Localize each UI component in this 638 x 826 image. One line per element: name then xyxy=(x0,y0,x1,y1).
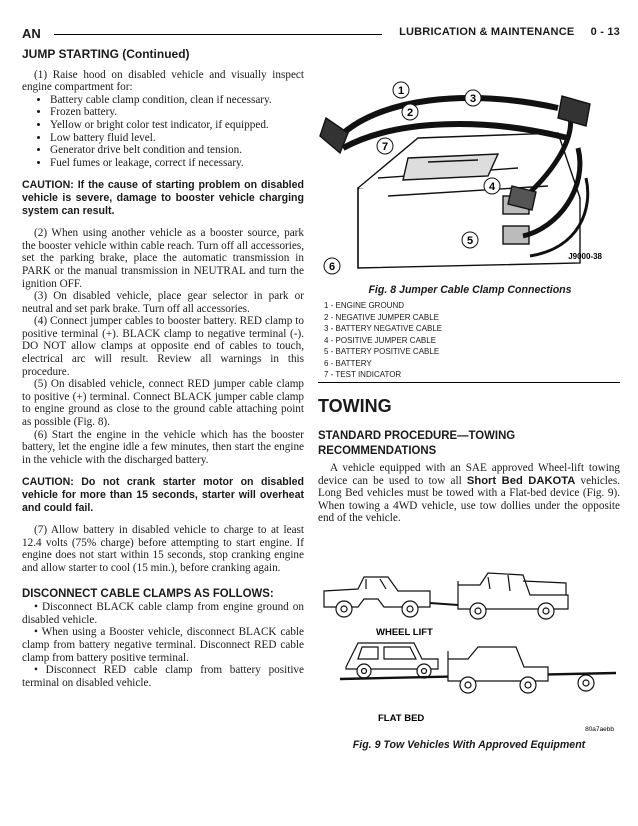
svg-text:2: 2 xyxy=(406,107,414,119)
caution-2: CAUTION: Do not crank starter motor on disabled vehicle for more than 15 seconds, starter will overheat and could fail. xyxy=(22,476,304,514)
caution-1: CAUTION: If the cause of starting problem on disabled vehicle is severe, damage to booster vehicle charging system can result. xyxy=(22,179,304,217)
towing-title: TOWING xyxy=(318,396,392,416)
page-header xyxy=(22,26,620,42)
fig8-code: J9000-38 xyxy=(568,252,602,261)
towing-bold-text: Short Bed DAKOTA xyxy=(466,474,576,487)
callout-7 xyxy=(377,138,393,154)
callout-1 xyxy=(393,82,409,98)
list-item: • Low battery fluid level. xyxy=(50,132,304,145)
step-6: (6) Start the engine in the vehicle which has the booster battery, let the engine idle a few minutes, then start the engine in the vehicle with the discharged battery. xyxy=(22,428,304,466)
figure-divider xyxy=(318,382,620,383)
step-1: (1) Raise hood on disabled vehicle and visually inspect engine compartment for: xyxy=(22,68,304,94)
svg-text:6: 6 xyxy=(328,261,336,273)
flat-bed-illustration xyxy=(340,643,616,693)
legend-item: 4 - POSITIVE JUMPER CABLE xyxy=(324,335,437,345)
fig9-caption: Fig. 9 Tow Vehicles With Approved Equipment xyxy=(352,739,586,751)
section-heading: JUMP STARTING (Continued) xyxy=(22,47,190,61)
towing-text: A vehicle equipped with an SAE approved Wheel-lift towing device can be used to tow all xyxy=(318,462,620,487)
callout-5 xyxy=(462,232,478,248)
step-4: (4) Connect jumper cables to booster battery. RED clamp to positive terminal (+). BLACK clamp to negative terminal (-). DO NOT allow clamps at opposite end of cables to touch, electrical arc will result. Review all warnings in this procedure. xyxy=(22,315,304,378)
step-5: (5) On disabled vehicle, connect RED jumper cable clamp to positive (+) terminal. Connect BLACK jumper cable clamp to engine ground as close to the ground cable attaching point as possible (Fig. 8). xyxy=(22,378,304,429)
inspection-list xyxy=(22,94,304,170)
fig8-caption: Fig. 8 Jumper Cable Clamp Connections xyxy=(368,284,572,296)
legend-item: 1 - ENGINE GROUND xyxy=(324,301,405,310)
disconnect-heading: DISCONNECT CABLE CLAMPS AS FOLLOWS: xyxy=(22,585,274,600)
tow-vehicles-illustration xyxy=(318,555,620,735)
flat-bed-label: FLAT BED xyxy=(378,713,425,724)
svg-text:1: 1 xyxy=(397,85,405,97)
fig9-code: 80a7aebb xyxy=(585,726,614,733)
legend-item: 7 - TEST INDICATOR xyxy=(324,370,402,379)
list-item: • Battery cable clamp condition, clean if necessary. xyxy=(50,94,304,107)
callout-4 xyxy=(484,178,500,194)
standard-procedure-heading: STANDARD PROCEDURE—TOWING RECOMMENDATIONS xyxy=(318,428,516,457)
legend-item: 3 - BATTERY NEGATIVE CABLE xyxy=(324,324,443,333)
disconnect-step-3: • Disconnect RED cable clamp from battery positive terminal on disabled vehicle. xyxy=(22,664,304,689)
callout-2 xyxy=(402,104,418,120)
wheel-lift-label: WHEEL LIFT xyxy=(376,627,433,638)
list-item: • Fuel fumes or leakage, correct if necessary. xyxy=(50,157,304,170)
callout-3 xyxy=(465,90,481,106)
step-2: (2) When using another vehicle as a booster source, park the booster vehicle within cable reach. Turn off all accessories, set the parking brake, place the automatic transmission in PARK or the manual transmission in NEUTRAL and turn the ignition OFF. xyxy=(22,227,304,290)
legend-item: 5 - BATTERY POSITIVE CABLE xyxy=(324,347,440,356)
svg-text:3: 3 xyxy=(469,93,477,105)
svg-text:5: 5 xyxy=(466,235,474,247)
disconnect-step-2: • When using a Booster vehicle, disconnect BLACK cable clamp from battery negative terminal. Disconnect RED cable clamp from battery positive terminal. xyxy=(22,626,304,664)
towing-paragraph xyxy=(318,462,620,525)
header-section-code: AN xyxy=(22,26,41,41)
header-section-title: LUBRICATION & MAINTENANCE 0 - 13 xyxy=(399,26,620,38)
legend-item: 2 - NEGATIVE JUMPER CABLE xyxy=(324,312,439,322)
towing-text: vehicles. Long Bed vehicles must be towed with a Flat-bed device (Fig. 9). When towing a 4WD vehicle, use tow dollies under the opposite end of the vehicle. xyxy=(318,474,621,525)
header-rule xyxy=(54,34,382,35)
wheel-lift-illustration xyxy=(324,573,568,619)
callout-6 xyxy=(324,258,340,274)
disconnect-step-1: • Disconnect BLACK cable clamp from engine ground on disabled vehicle. xyxy=(22,601,304,626)
svg-text:4: 4 xyxy=(488,181,496,193)
list-item: • Frozen battery. xyxy=(50,106,304,119)
legend-item: 6 - BATTERY xyxy=(324,358,372,368)
step-3: (3) On disabled vehicle, place gear selector in park or neutral and set park brake. Turn off all accessories. xyxy=(22,290,304,315)
fig8-legend xyxy=(324,300,442,381)
svg-text:7: 7 xyxy=(381,141,389,153)
left-column xyxy=(22,48,304,689)
list-item: • Yellow or bright color test indicator, if equipped. xyxy=(50,119,304,132)
list-item: • Generator drive belt condition and tension. xyxy=(50,144,304,157)
jumper-cable-illustration xyxy=(318,78,604,278)
step-7: (7) Allow battery in disabled vehicle to charge to at least 12.4 volts (75% charge) before attempting to start engine. If engine does not start within 15 seconds, stop cranking engine and allow starter to cool (15 min.), before cranking again. xyxy=(22,524,304,574)
